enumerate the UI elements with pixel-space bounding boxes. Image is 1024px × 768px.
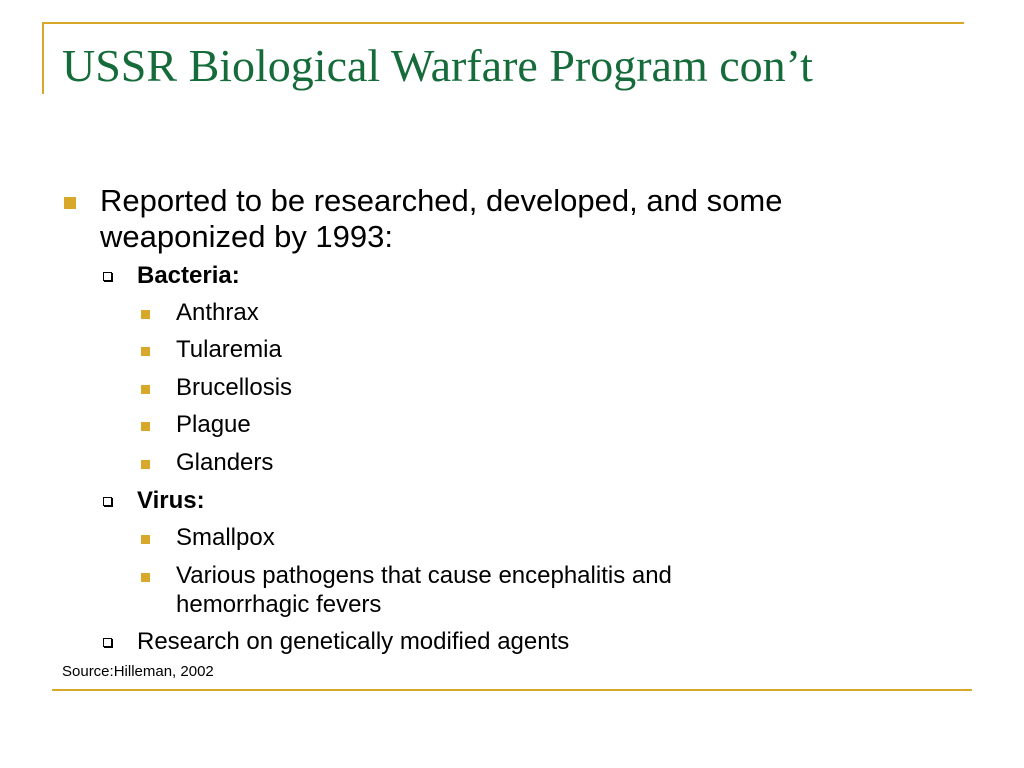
research-text: Research on genetically modified agents: [137, 628, 570, 655]
square-bullet-icon: [141, 535, 150, 544]
square-bullet-icon: [64, 197, 76, 209]
bacteria-item-text: Anthrax: [176, 299, 259, 326]
frame-bottom-rule: [52, 689, 972, 691]
hollow-square-bullet-icon: [103, 497, 112, 506]
bacteria-label: Bacteria:: [137, 262, 240, 289]
hollow-square-bullet-icon: [103, 638, 112, 647]
square-bullet-icon: [141, 573, 150, 582]
square-bullet-icon: [141, 385, 150, 394]
bacteria-item-text: Plague: [176, 411, 251, 438]
virus-various-line-1: Various pathogens that cause encephalitis and: [176, 562, 672, 589]
virus-various-line-2: hemorrhagic fevers: [176, 591, 382, 618]
bacteria-item-text: Glanders: [176, 449, 274, 476]
bullet-main-line-2: weaponized by 1993:: [100, 219, 394, 254]
source-citation: Source:Hilleman, 2002: [62, 663, 214, 680]
bullet-main-line-1: Reported to be researched, developed, and some: [100, 183, 783, 218]
virus-item-text: Smallpox: [176, 524, 275, 551]
square-bullet-icon: [141, 460, 150, 469]
square-bullet-icon: [141, 347, 150, 356]
hollow-square-bullet-icon: [103, 272, 112, 281]
slide-title: USSR Biological Warfare Program con’t: [62, 40, 813, 91]
square-bullet-icon: [141, 422, 150, 431]
virus-label: Virus:: [137, 487, 205, 514]
bacteria-item-text: Brucellosis: [176, 374, 293, 401]
bacteria-item-text: Tularemia: [176, 336, 282, 363]
square-bullet-icon: [141, 310, 150, 319]
